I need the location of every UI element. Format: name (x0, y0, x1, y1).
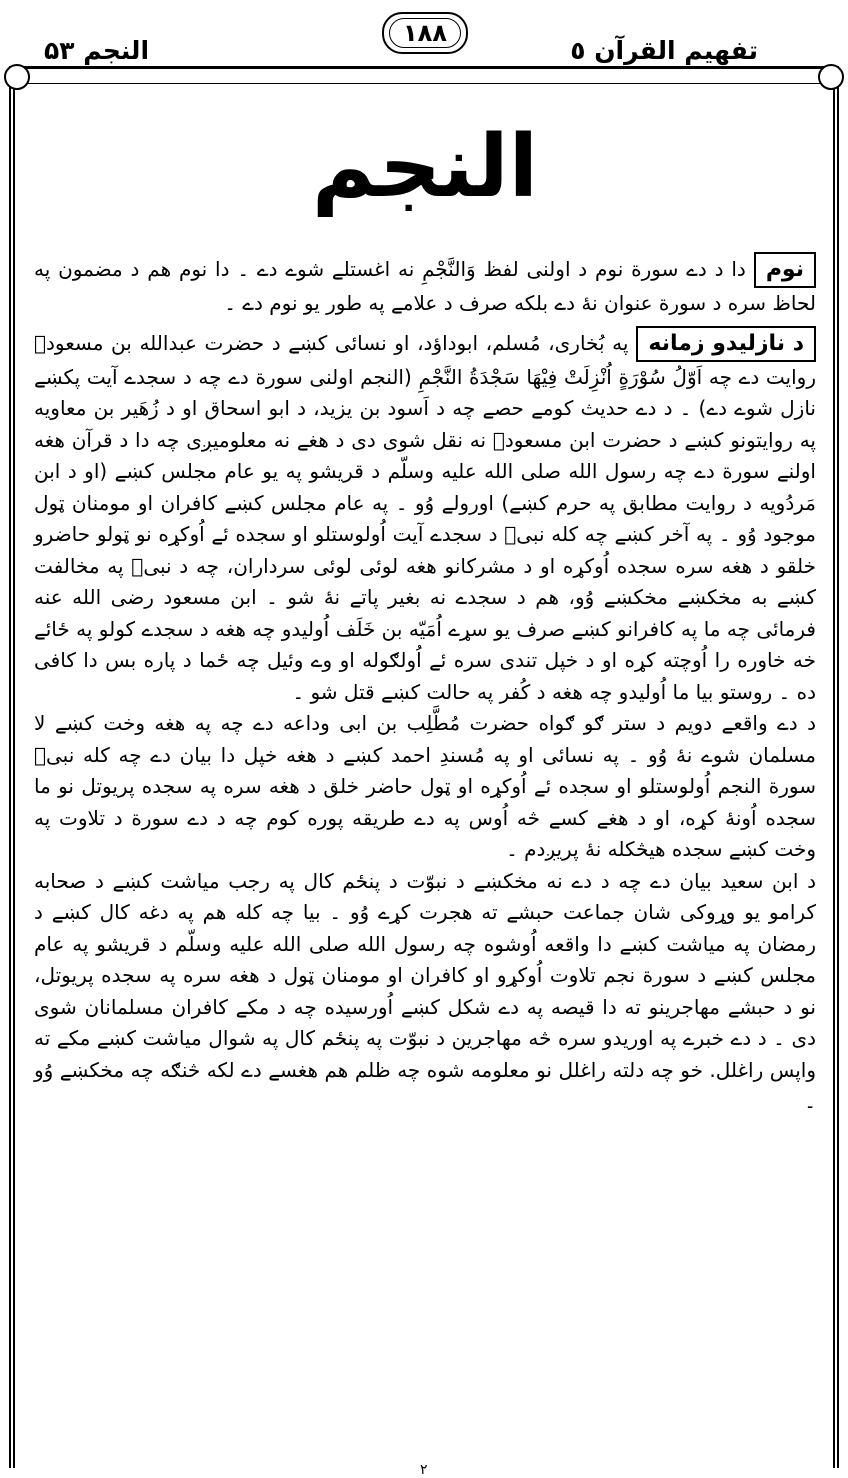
surah-title: النجم (311, 117, 539, 217)
surah-header-title: النجم ۵۳ (44, 36, 150, 65)
section-name-text: دا د دے سورة نوم د اولنی لفظ وَالنَّجْمِ نه اغستلے شوے دے ۔ دا نوم هم د مضمون په لحاظ سره د سورة عنوان نهٔ دے بلکه صرف د علامے په طور یو نوم دے ۔ (34, 257, 816, 315)
frame-ornament-right-icon (818, 64, 844, 90)
section-name (34, 252, 816, 320)
section-label-revelation: د نازلیدو زمانه (636, 326, 816, 362)
paragraph-migration: د ابن سعید بیان دے چه د دے نه مخکښے د نبوّت د پنځم کال په رجب میاشت کښے د صحابه کرامو یو وړوکی شان جماعت حبشے ته هجرت کړے وُو ۔ بیا چه کله هم په دغه کال کښے د رمضان په میاشت کښے دا واقعه اُوشوه چه رسول الله صلی الله علیه وسلّم د قریشو په عام مجلس کښے د سورة نجم تلاوت اُوکړو او کافران او مومنان ټول د هغه سره په سجده پریوتل، نو د حبشے مهاجرینو ته دا قیصه په دے شکل کښے اُورسیده چه د مکے کافران مسلمانان شوی دی ۔ د دے خبرے په اوریدو سره څه مهاجرین د نبوّت په پنځم کال په شوال میاشت کښے مکے ته واپس راغلل. خو چه دلته راغلل نو معلومه شوه چه ظلم هم هغسے دے لکه څنګه چه مخکښے وُو ۔ (34, 868, 816, 1113)
frame-ornament-left-icon (4, 64, 30, 90)
section-label-name: نوم (754, 252, 816, 288)
footer-mark: ۲ (420, 1462, 428, 1478)
page-content (34, 92, 816, 1466)
section-revelation-text: په بُخاری، مُسلم، ابوداؤد، او نسائی کښے د حضرت عبدالله بن مسعودؓ روایت دے چه اَوّلُ سُوْرَةٍ اُنْزِلَتْ فِيْهَا سَجْدَةُ النَّجْمِ (النجم اولنی سورة دے چه د سجدے آیت پکښے نازل شوے دے) ۔ د دے حدیث کومے حصے چه د اَسود بن یزید، د ابو اسحاق او د زُهَیر بن معاویه په روایتونو کښے د حضرت ابن مسعودؓ نه نقل شوی دی د هغے نه معلومیږی چه دا د قرآن هغه اولنے سورة دے چه رسول الله صلی الله علیه وسلّم د قریشو په یو عام مجلس کښے (او د ابن مَردُویه د روایت مطابق په حرم کښے) اورولے وُو ۔ په عام مجلس کښے کافران او مومنان ټول موجود وُو ۔ په آخر کښے چه کله نبیؐ د سجدے آیت اُولوستلو او سجده ئے اُوکړه نو ټولو حاضرو خلقو د هغه سره سجده اُوکړه او د مشرکانو هغه لوئی لوئی سرداران، چه د نبیؐ په مخالفت کښے به مخکښے مخکښے وُو، هم د سجدے نه بغیر پاتے نهٔ شو ۔ ابن مسعود رضی الله عنه فرمائی چه ما په کافرانو کښے صرف یو سړے اُمَیّه بن خَلَف اُولیدو چه هغه د سجدے کولو په ځائے خه خاوره را اُوچته کړه او د خپل تندی سره ئے اُولګوله او وے وئیل چه ځما د پاره بس دا کافی ده ۔ روستو بیا ما اُولیدو چه هغه د کُفر په حالت کښے قتل شو ۔ (34, 330, 816, 704)
book-title: تفهیم القرآن ٥ (570, 36, 758, 65)
section-revelation-period (34, 326, 816, 709)
page-number-badge: ١٨٨ (382, 12, 468, 54)
paragraph-witness: د دے واقعے دویم د ستر ګو ګواه حضرت مُطَّلِب بن ابی وداعه دے چه په هغه وخت کښے لا مسلمان شوے نهٔ وُو ۔ په نسائی او په مُسندِ احمد کښے د هغه خپل دا بیان دے چه کله نبیؐ سورة النجم اُولوستلو او سجده ئے اُوکړه او ټول حاضر خلق د هغه سره په سجده پریوتل نو ما سجده اُونهٔ کړه، او د هغے کسے څه اُوس په دے طریقه پوره کوم چه د دے سورة د تلاوت په وخت کښے سجده هیڅکله نهٔ پریږدم ۔ (34, 711, 816, 861)
